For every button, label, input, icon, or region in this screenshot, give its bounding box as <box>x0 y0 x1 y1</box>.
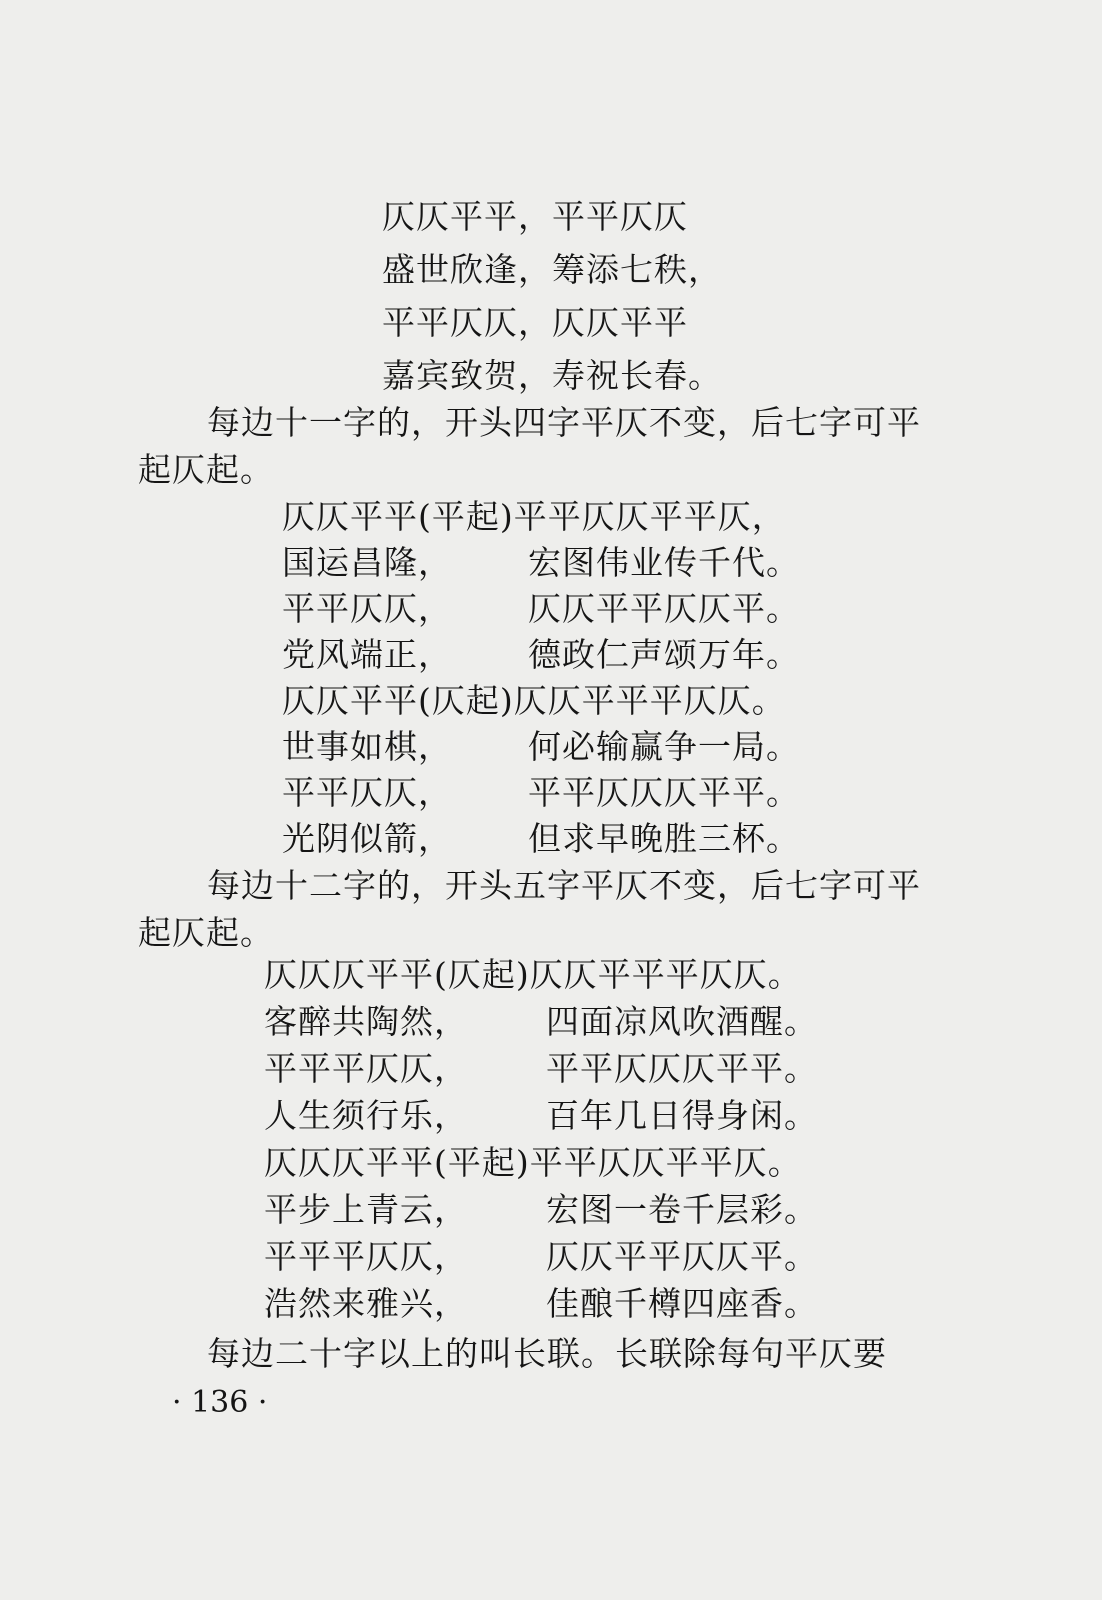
verse-line-left: 平步上青云， <box>264 1190 468 1229</box>
verse-line-left: 平平仄仄， <box>282 589 452 628</box>
verse-line-left: 国运昌隆， <box>282 543 452 582</box>
verse-line: 仄仄平平(仄起)仄仄平平平仄仄。 <box>282 681 786 720</box>
verse-line-right: 四面凉风吹酒醒。 <box>546 1002 818 1041</box>
verse-line-left: 光阴似箭， <box>282 819 452 858</box>
verse-line-right: 仄仄平平仄仄平。 <box>528 589 800 628</box>
verse-line: 仄仄平平(平起)平平仄仄平平仄， <box>282 497 786 536</box>
verse-line: 平平仄仄，仄仄平平 <box>382 303 688 342</box>
verse-line: 仄仄仄平平(平起)平平仄仄平平仄。 <box>264 1143 802 1182</box>
verse-line-right: 仄仄平平仄仄平。 <box>546 1237 818 1276</box>
verse-line-right: 宏图一卷千层彩。 <box>546 1190 818 1229</box>
verse-line-right: 宏图伟业传千代。 <box>528 543 800 582</box>
verse-line-right: 平平仄仄仄平平。 <box>528 773 800 812</box>
page-number: · 136 · <box>172 1385 268 1420</box>
verse-line-left: 浩然来雅兴， <box>264 1284 468 1323</box>
paragraph-line: 每边十一字的，开头四字平仄不变，后七字可平 <box>207 403 921 442</box>
verse-line-left: 平平平仄仄， <box>264 1237 468 1276</box>
verse-line-left: 人生须行乐， <box>264 1096 468 1135</box>
paragraph-line: 每边二十字以上的叫长联。长联除每句平仄要 <box>207 1334 887 1373</box>
paragraph-line: 每边十二字的，开头五字平仄不变，后七字可平 <box>207 866 921 905</box>
verse-line-right: 但求早晚胜三杯。 <box>528 819 800 858</box>
verse-line-left: 平平仄仄， <box>282 773 452 812</box>
paragraph-line: 起仄起。 <box>138 450 274 489</box>
verse-line-right: 何必输赢争一局。 <box>528 727 800 766</box>
verse-line-right: 平平仄仄仄平平。 <box>546 1049 818 1088</box>
verse-line-right: 佳酿千樽四座香。 <box>546 1284 818 1323</box>
verse-line-left: 平平平仄仄， <box>264 1049 468 1088</box>
verse-line-right: 百年几日得身闲。 <box>546 1096 818 1135</box>
verse-line: 仄仄平平，平平仄仄 <box>382 197 688 236</box>
paragraph-line: 起仄起。 <box>138 913 274 952</box>
verse-line-left: 党风端正， <box>282 635 452 674</box>
verse-line: 仄仄仄平平(仄起)仄仄平平平仄仄。 <box>264 955 802 994</box>
verse-line-right: 德政仁声颂万年。 <box>528 635 800 674</box>
verse-line-left: 世事如棋， <box>282 727 452 766</box>
verse-line: 嘉宾致贺，寿祝长春。 <box>382 356 722 395</box>
verse-line-left: 客醉共陶然， <box>264 1002 468 1041</box>
verse-line: 盛世欣逢，筹添七秩， <box>382 250 722 289</box>
